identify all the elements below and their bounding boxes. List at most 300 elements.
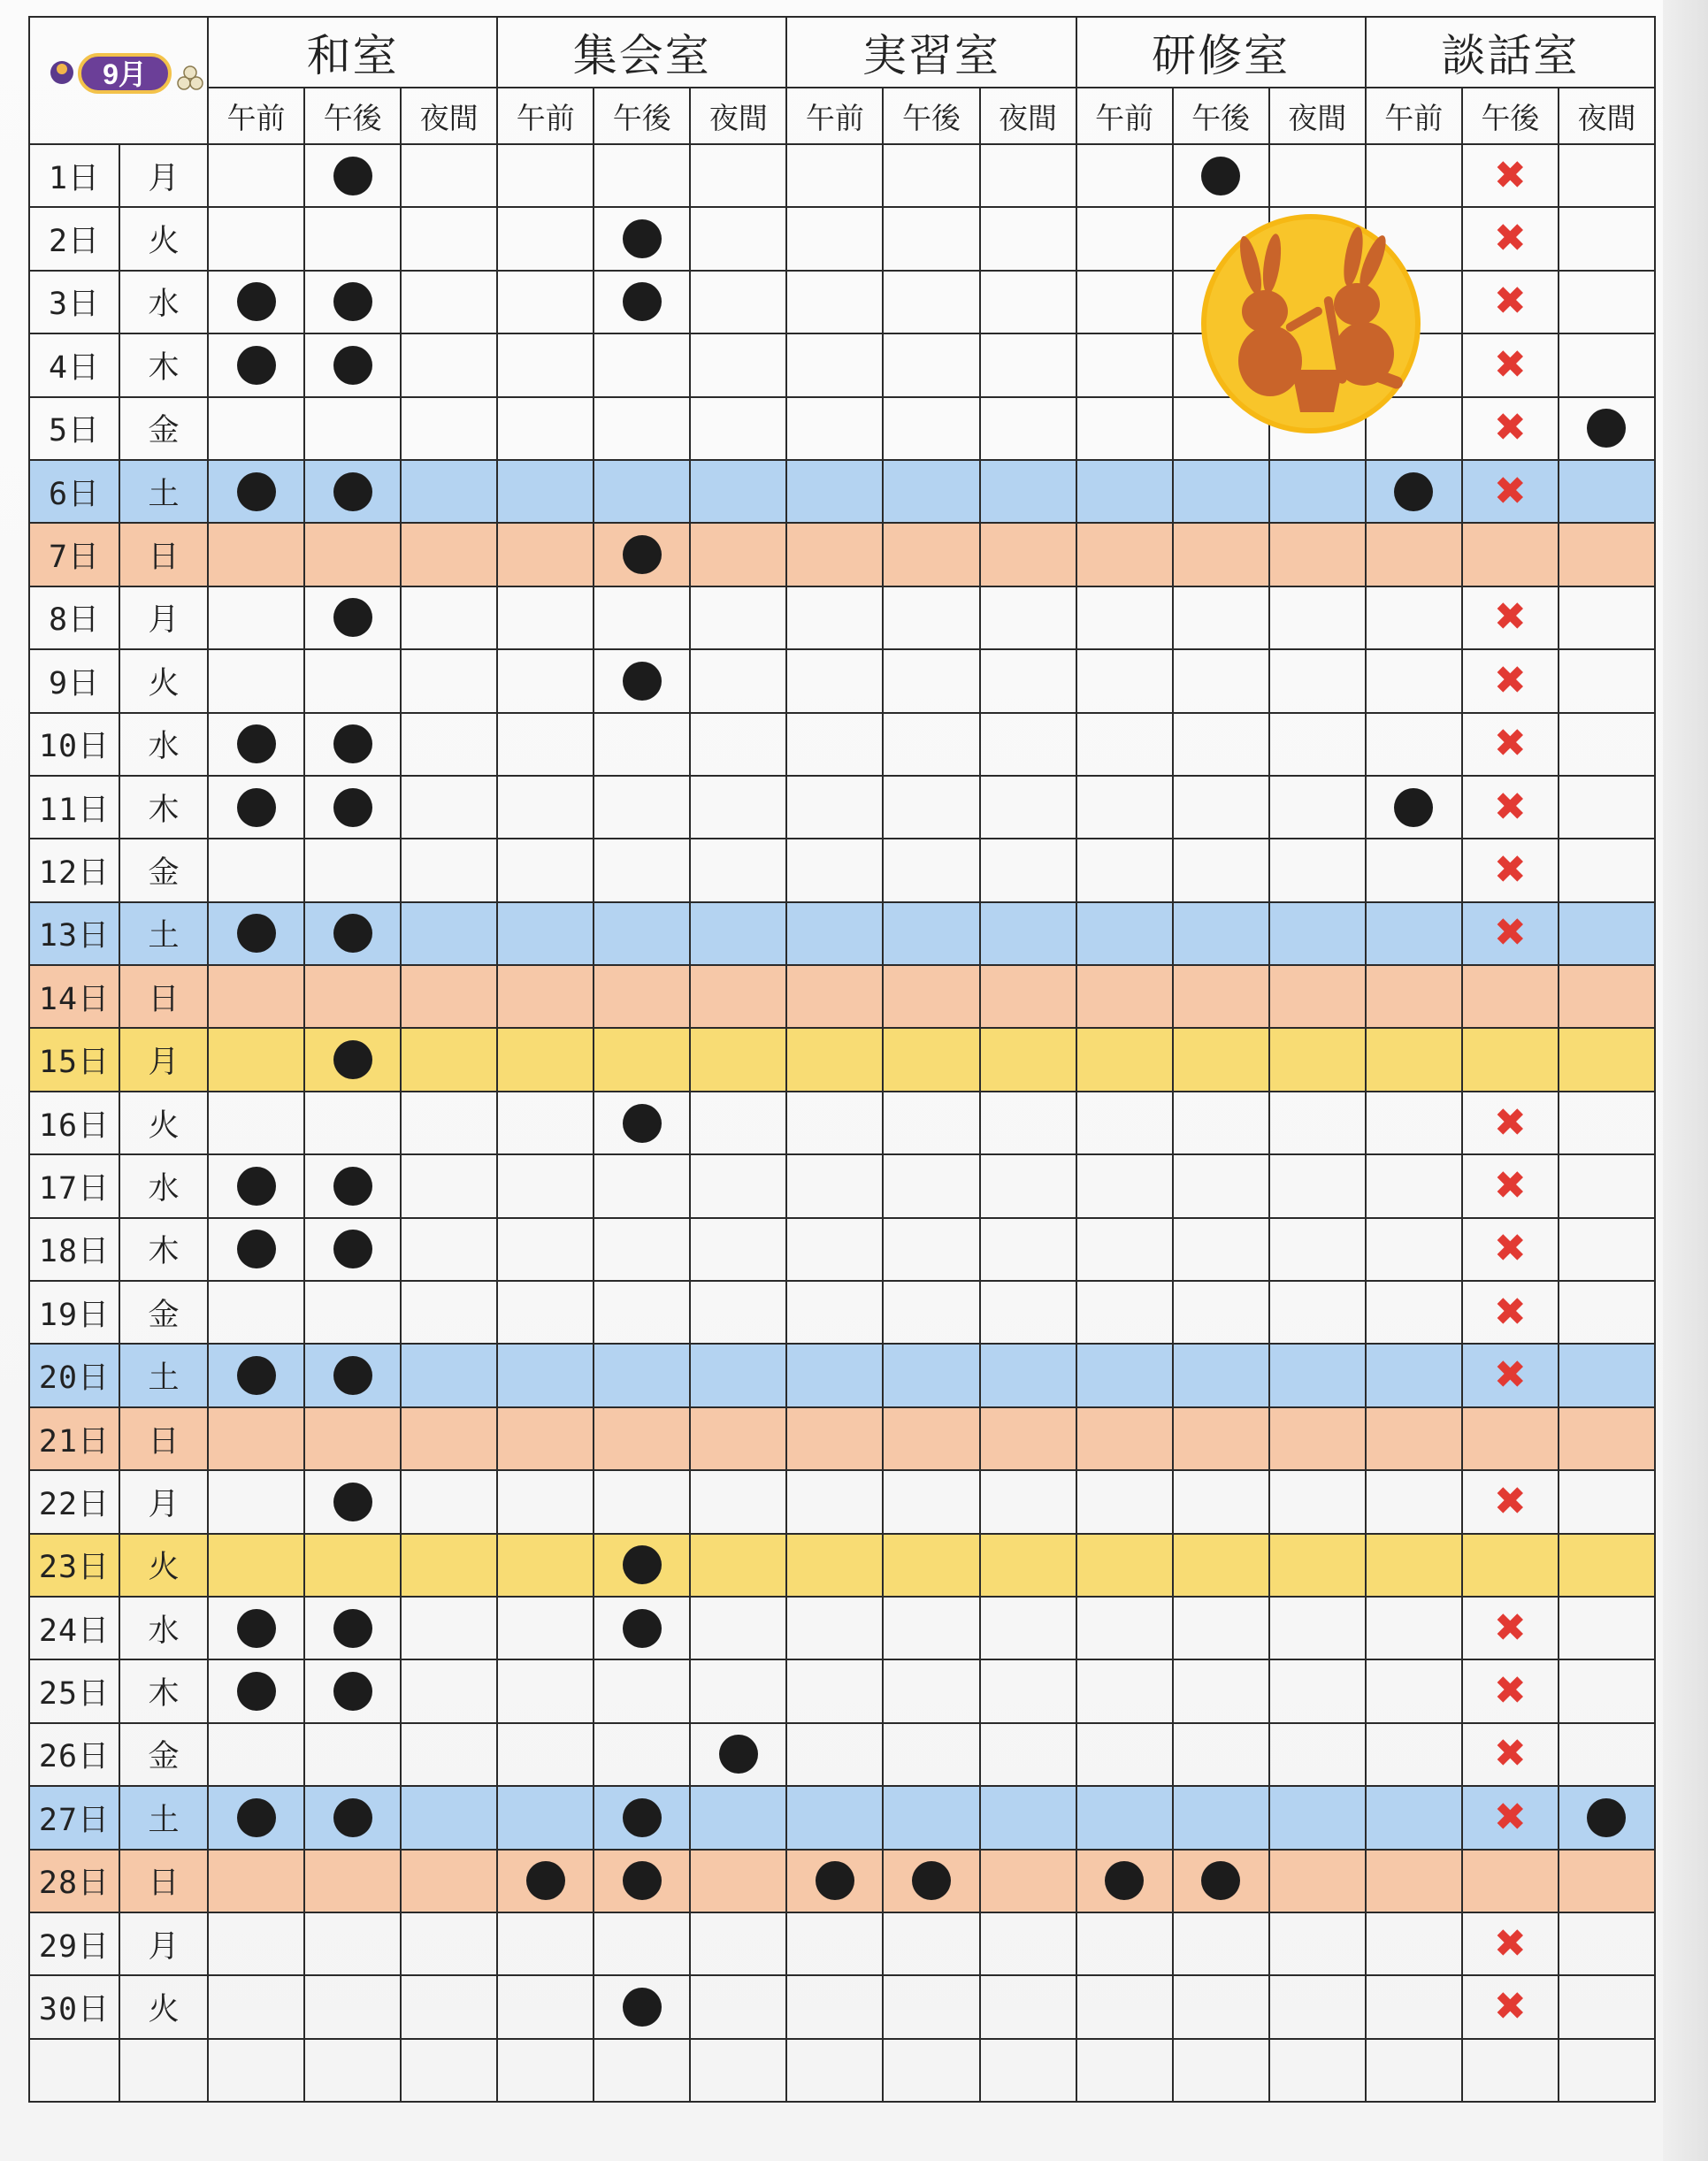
slot-cell: [1173, 839, 1269, 901]
slot-cell: [1559, 207, 1655, 270]
slot-cell: [1366, 776, 1462, 839]
day-weekday: 月: [119, 1470, 208, 1533]
room-header-kenshushitsu: 研修室: [1076, 17, 1366, 88]
slot-cell: [786, 776, 883, 839]
slot-cell: [401, 586, 497, 649]
slot-cell: [1076, 1281, 1173, 1344]
slot-cell: [1076, 1218, 1173, 1281]
slot-cell: [980, 1407, 1076, 1470]
day-weekday: 日: [119, 1850, 208, 1912]
slot-cell: [980, 1912, 1076, 1975]
slot-cell: [208, 1281, 304, 1344]
slot-cell: [786, 1786, 883, 1849]
slot-cell: [208, 586, 304, 649]
slot-cell: [980, 1786, 1076, 1849]
period-header-pm: 午後: [1462, 88, 1559, 144]
slot-cell: [980, 776, 1076, 839]
page-edge-shadow: [1663, 0, 1708, 2161]
day-date: 10日: [29, 713, 119, 776]
slot-cell: [594, 1912, 690, 1975]
slot-cell: [690, 1912, 786, 1975]
slot-cell: [1462, 397, 1559, 460]
day-weekday: 月: [119, 1912, 208, 1975]
slot-cell: [1366, 2039, 1462, 2102]
slot-cell: [980, 1092, 1076, 1154]
slot-cell: [1076, 1534, 1173, 1597]
slot-cell: [1269, 1597, 1366, 1659]
unavailable-cross-icon: ✖: [1493, 1353, 1527, 1399]
slot-cell: [1462, 1534, 1559, 1597]
slot-cell: [1462, 965, 1559, 1028]
slot-cell: [1462, 1470, 1559, 1533]
slot-cell: [1462, 713, 1559, 776]
room-header-danwashitsu: 談話室: [1366, 17, 1655, 88]
booked-dot-icon: [237, 788, 276, 827]
slot-cell: [1366, 1470, 1462, 1533]
slot-cell: [594, 965, 690, 1028]
slot-cell: [786, 1723, 883, 1786]
slot-cell: [690, 776, 786, 839]
slot-cell: [594, 1534, 690, 1597]
day-weekday: 水: [119, 1154, 208, 1217]
slot-cell: [980, 523, 1076, 586]
slot-cell: [690, 144, 786, 207]
slot-cell: [401, 271, 497, 333]
slot-cell: [1269, 649, 1366, 712]
slot-cell: [1366, 586, 1462, 649]
slot-cell: [208, 1344, 304, 1406]
slot-cell: [208, 460, 304, 523]
slot-cell: [1173, 1344, 1269, 1406]
day-date: 19日: [29, 1281, 119, 1344]
slot-cell: [1462, 1218, 1559, 1281]
slot-cell: [1076, 2039, 1173, 2102]
slot-cell: [401, 207, 497, 270]
day-row: [29, 1534, 1655, 1597]
slot-cell: [980, 1154, 1076, 1217]
slot-cell: [304, 713, 401, 776]
room-header-row: [29, 17, 1655, 88]
slot-cell: [1366, 1092, 1462, 1154]
slot-cell: [1559, 1092, 1655, 1154]
day-row: [29, 460, 1655, 523]
slot-cell: [1462, 586, 1559, 649]
day-row: [29, 713, 1655, 776]
slot-cell: [786, 1092, 883, 1154]
slot-cell: [1366, 1344, 1462, 1406]
slot-cell: [1559, 1850, 1655, 1912]
slot-cell: [690, 523, 786, 586]
slot-cell: [304, 207, 401, 270]
slot-cell: [1269, 1218, 1366, 1281]
slot-cell: [980, 1659, 1076, 1722]
slot-cell: [1559, 965, 1655, 1028]
slot-cell: [208, 902, 304, 965]
day-row: [29, 1912, 1655, 1975]
slot-cell: [980, 1218, 1076, 1281]
slot-cell: [401, 1028, 497, 1091]
slot-cell: [304, 523, 401, 586]
slot-cell: [304, 1218, 401, 1281]
slot-cell: [401, 965, 497, 1028]
booked-dot-icon: [1587, 409, 1626, 448]
day-weekday: 土: [119, 1786, 208, 1849]
slot-cell: [1559, 1912, 1655, 1975]
slot-cell: [883, 1281, 979, 1344]
slot-cell: [1076, 649, 1173, 712]
booked-dot-icon: [237, 724, 276, 763]
booked-dot-icon: [1201, 157, 1240, 195]
unavailable-cross-icon: ✖: [1493, 1162, 1527, 1208]
slot-cell: [1462, 1786, 1559, 1849]
slot-cell: [401, 1470, 497, 1533]
slot-cell: [401, 1597, 497, 1659]
slot-cell: [1559, 1407, 1655, 1470]
day-weekday: 金: [119, 1723, 208, 1786]
slot-cell: [883, 1028, 979, 1091]
slot-cell: [401, 144, 497, 207]
booked-dot-icon: [333, 1483, 372, 1521]
slot-cell: [304, 649, 401, 712]
slot-cell: [1462, 649, 1559, 712]
room-header-jisshushitsu: 実習室: [786, 17, 1076, 88]
slot-cell: [1366, 1659, 1462, 1722]
day-date: 27日: [29, 1786, 119, 1849]
booked-dot-icon: [623, 662, 662, 701]
slot-cell: [690, 586, 786, 649]
day-weekday: 土: [119, 460, 208, 523]
slot-cell: [1559, 776, 1655, 839]
slot-cell: [1462, 207, 1559, 270]
day-date: 8日: [29, 586, 119, 649]
slot-cell: [690, 902, 786, 965]
slot-cell: [1366, 1154, 1462, 1217]
slot-cell: [497, 1092, 594, 1154]
slot-cell: [883, 776, 979, 839]
slot-cell: [1366, 1850, 1462, 1912]
slot-cell: [401, 713, 497, 776]
slot-cell: [786, 1597, 883, 1659]
day-date: 12日: [29, 839, 119, 901]
slot-cell: [594, 1597, 690, 1659]
day-row: [29, 586, 1655, 649]
slot-cell: [786, 271, 883, 333]
slot-cell: [1366, 965, 1462, 1028]
booked-dot-icon: [816, 1861, 854, 1900]
slot-cell: [1173, 144, 1269, 207]
slot-cell: [690, 2039, 786, 2102]
slot-cell: [594, 1407, 690, 1470]
period-header-night: 夜間: [1269, 88, 1366, 144]
slot-cell: [208, 1470, 304, 1533]
dango-icon: [178, 66, 203, 89]
slot-cell: [1559, 1218, 1655, 1281]
booked-dot-icon: [333, 1167, 372, 1206]
slot-cell: [1559, 713, 1655, 776]
slot-cell: [497, 1470, 594, 1533]
slot-cell: [594, 1659, 690, 1722]
slot-cell: [690, 1154, 786, 1217]
slot-cell: [497, 1218, 594, 1281]
booked-dot-icon: [333, 598, 372, 637]
slot-cell: [883, 713, 979, 776]
period-header-am: 午前: [497, 88, 594, 144]
booked-dot-icon: [333, 914, 372, 953]
unavailable-cross-icon: ✖: [1493, 1668, 1527, 1714]
slot-cell: [883, 333, 979, 396]
slot-cell: [1076, 586, 1173, 649]
slot-cell: [1173, 965, 1269, 1028]
day-date: 28日: [29, 1850, 119, 1912]
slot-cell: [1076, 1723, 1173, 1786]
booked-dot-icon: [333, 788, 372, 827]
booked-dot-icon: [333, 1040, 372, 1079]
unavailable-cross-icon: ✖: [1493, 1731, 1527, 1777]
slot-cell: [304, 902, 401, 965]
day-weekday: 水: [119, 1597, 208, 1659]
day-row: [29, 776, 1655, 839]
slot-cell: [1076, 965, 1173, 1028]
slot-cell: [304, 1723, 401, 1786]
slot-cell: [208, 1407, 304, 1470]
period-header-row: [29, 88, 1655, 144]
slot-cell: [594, 523, 690, 586]
slot-cell: [1462, 144, 1559, 207]
slot-cell: [594, 1281, 690, 1344]
booked-dot-icon: [333, 346, 372, 385]
day-row: [29, 839, 1655, 901]
slot-cell: [304, 1154, 401, 1217]
booked-dot-icon: [912, 1861, 951, 1900]
slot-cell: [497, 965, 594, 1028]
slot-cell: [690, 1470, 786, 1533]
slot-cell: [786, 649, 883, 712]
slot-cell: [208, 1218, 304, 1281]
slot-cell: [1173, 649, 1269, 712]
month-badge: [50, 53, 209, 96]
slot-cell: [1076, 271, 1173, 333]
slot-cell: [304, 776, 401, 839]
slot-cell: [1269, 1344, 1366, 1406]
booked-dot-icon: [237, 914, 276, 953]
booked-dot-icon: [333, 1356, 372, 1395]
period-header-pm: 午後: [883, 88, 979, 144]
slot-cell: [304, 1344, 401, 1406]
slot-cell: [690, 460, 786, 523]
slot-cell: [208, 649, 304, 712]
booked-dot-icon: [237, 1356, 276, 1395]
slot-cell: [883, 586, 979, 649]
slot-cell: [1366, 460, 1462, 523]
slot-cell: [786, 1028, 883, 1091]
slot-cell: [1462, 523, 1559, 586]
unavailable-cross-icon: ✖: [1493, 594, 1527, 640]
slot-cell: [1559, 1659, 1655, 1722]
day-date: 5日: [29, 397, 119, 460]
day-date: 17日: [29, 1154, 119, 1217]
slot-cell: [786, 839, 883, 901]
slot-cell: [1269, 144, 1366, 207]
slot-cell: [690, 1723, 786, 1786]
slot-cell: [690, 1659, 786, 1722]
slot-cell: [690, 713, 786, 776]
unavailable-cross-icon: ✖: [1493, 1478, 1527, 1524]
slot-cell: [594, 333, 690, 396]
slot-cell: [690, 1534, 786, 1597]
slot-cell: [304, 460, 401, 523]
booked-dot-icon: [237, 1609, 276, 1648]
slot-cell: [1559, 2039, 1655, 2102]
slot-cell: [304, 1470, 401, 1533]
slot-cell: [1173, 1281, 1269, 1344]
slot-cell: [497, 586, 594, 649]
slot-cell: [1269, 713, 1366, 776]
slot-cell: [786, 207, 883, 270]
slot-cell: [1559, 902, 1655, 965]
booked-dot-icon: [333, 1798, 372, 1837]
day-weekday: 月: [119, 586, 208, 649]
day-row: [29, 1975, 1655, 2038]
day-date: 23日: [29, 1534, 119, 1597]
slot-cell: [208, 1659, 304, 1722]
slot-cell: [304, 839, 401, 901]
slot-cell: [786, 523, 883, 586]
unavailable-cross-icon: ✖: [1493, 1920, 1527, 1966]
slot-cell: [883, 271, 979, 333]
slot-cell: [497, 1659, 594, 1722]
day-row: [29, 1281, 1655, 1344]
slot-cell: [1269, 776, 1366, 839]
slot-cell: [1559, 586, 1655, 649]
slot-cell: [497, 207, 594, 270]
slot-cell: [1269, 1912, 1366, 1975]
slot-cell: [1462, 1281, 1559, 1344]
slot-cell: [497, 460, 594, 523]
period-header-night: 夜間: [690, 88, 786, 144]
day-row: [29, 1470, 1655, 1533]
slot-cell: [1462, 1597, 1559, 1659]
slot-cell: [1462, 1723, 1559, 1786]
slot-cell: [786, 1470, 883, 1533]
slot-cell: [401, 397, 497, 460]
slot-cell: [1269, 1975, 1366, 2038]
slot-cell: [690, 1028, 786, 1091]
slot-cell: [401, 1659, 497, 1722]
slot-cell: [401, 1912, 497, 1975]
slot-cell: [786, 1659, 883, 1722]
booked-dot-icon: [1105, 1861, 1144, 1900]
slot-cell: [1076, 333, 1173, 396]
slot-cell: [786, 1281, 883, 1344]
slot-cell: [1076, 1975, 1173, 2038]
slot-cell: [1076, 397, 1173, 460]
day-date: [29, 2039, 119, 2102]
slot-cell: [594, 271, 690, 333]
unavailable-cross-icon: ✖: [1493, 405, 1527, 451]
slot-cell: [1076, 144, 1173, 207]
slot-cell: [1269, 1534, 1366, 1597]
day-row: [29, 1028, 1655, 1091]
slot-cell: [786, 965, 883, 1028]
booked-dot-icon: [333, 1230, 372, 1268]
day-date: 4日: [29, 333, 119, 396]
slot-cell: [594, 839, 690, 901]
slot-cell: [497, 1281, 594, 1344]
slot-cell: [690, 1597, 786, 1659]
slot-cell: [980, 1470, 1076, 1533]
slot-cell: [690, 271, 786, 333]
day-weekday: 火: [119, 1092, 208, 1154]
room-header-shukaishitsu: 集会室: [497, 17, 786, 88]
slot-cell: [401, 2039, 497, 2102]
slot-cell: [401, 839, 497, 901]
slot-cell: [497, 1407, 594, 1470]
slot-cell: [497, 1786, 594, 1849]
day-row: [29, 1154, 1655, 1217]
slot-cell: [980, 902, 1076, 965]
slot-cell: [883, 965, 979, 1028]
slot-cell: [1462, 1975, 1559, 2038]
slot-cell: [401, 902, 497, 965]
slot-cell: [1173, 1659, 1269, 1722]
slot-cell: [1076, 1470, 1173, 1533]
slot-cell: [304, 965, 401, 1028]
day-weekday: 木: [119, 776, 208, 839]
slot-cell: [690, 397, 786, 460]
slot-cell: [1462, 1028, 1559, 1091]
slot-cell: [1076, 1912, 1173, 1975]
day-weekday: 木: [119, 1659, 208, 1722]
slot-cell: [208, 523, 304, 586]
slot-cell: [401, 1407, 497, 1470]
slot-cell: [304, 1975, 401, 2038]
slot-cell: [980, 397, 1076, 460]
day-weekday: 日: [119, 965, 208, 1028]
slot-cell: [594, 1470, 690, 1533]
unavailable-cross-icon: ✖: [1493, 1289, 1527, 1335]
slot-cell: [1269, 523, 1366, 586]
slot-cell: [690, 1281, 786, 1344]
day-row: [29, 1659, 1655, 1722]
booked-dot-icon: [237, 1167, 276, 1206]
slot-cell: [1559, 649, 1655, 712]
day-date: 25日: [29, 1659, 119, 1722]
day-date: 7日: [29, 523, 119, 586]
unavailable-cross-icon: ✖: [1493, 721, 1527, 767]
slot-cell: [1173, 1218, 1269, 1281]
slot-cell: [208, 144, 304, 207]
slot-cell: [883, 902, 979, 965]
period-header-am: 午前: [208, 88, 304, 144]
slot-cell: [1173, 1850, 1269, 1912]
slot-cell: [883, 1597, 979, 1659]
slot-cell: [594, 144, 690, 207]
slot-cell: [786, 1407, 883, 1470]
period-header-pm: 午後: [1173, 88, 1269, 144]
day-date: 20日: [29, 1344, 119, 1406]
slot-cell: [883, 1154, 979, 1217]
slot-cell: [690, 1975, 786, 2038]
slot-cell: [1269, 1028, 1366, 1091]
unavailable-cross-icon: ✖: [1493, 216, 1527, 262]
booked-dot-icon: [719, 1735, 758, 1774]
slot-cell: [1462, 1850, 1559, 1912]
slot-cell: [1269, 460, 1366, 523]
slot-cell: [980, 1281, 1076, 1344]
slot-cell: [980, 1534, 1076, 1597]
day-rows: [29, 144, 1655, 2102]
slot-cell: [1462, 460, 1559, 523]
